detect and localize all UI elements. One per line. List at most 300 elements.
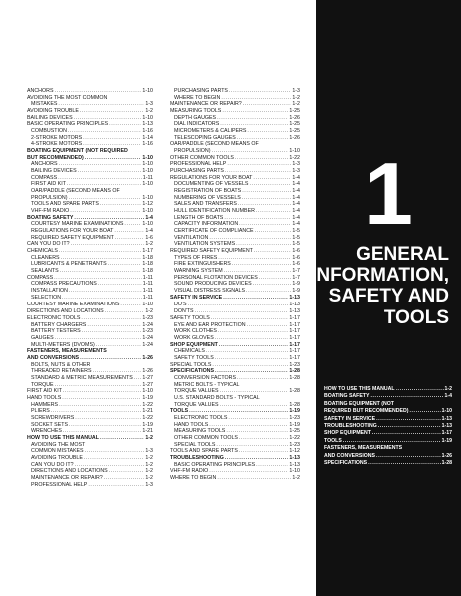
index-entry <box>27 161 153 168</box>
entry-text: DEPTH GAUGES <box>174 114 217 121</box>
dot-leader <box>215 368 288 375</box>
dot-leader <box>243 101 292 108</box>
entry-text: FIRE EXTINGUISHERS <box>174 261 231 268</box>
entry-text: BOATING SAFETY <box>324 393 370 400</box>
index-entry <box>170 395 300 402</box>
dot-leader <box>376 416 440 423</box>
entry-text: COMMON MISTAKES <box>31 448 84 455</box>
index-entry <box>27 408 153 415</box>
entry-page: 1-22 <box>289 434 300 441</box>
entry-text: WORK CLOTHES <box>174 328 217 335</box>
entry-page: 1-25 <box>289 128 300 135</box>
dot-leader <box>189 408 288 415</box>
entry-text: BOATING EQUIPMENT (NOT <box>324 400 394 407</box>
entry-text: BAILING DEVICES <box>27 114 73 121</box>
index-entry <box>170 128 300 135</box>
entry-page: 1-5 <box>292 234 300 241</box>
dot-leader <box>109 121 141 128</box>
entry-page: 1-2 <box>145 434 153 441</box>
entry-page: 1-4 <box>292 174 300 181</box>
dot-leader <box>74 215 144 222</box>
entry-page: 1-2 <box>292 474 300 481</box>
chapter-contents <box>324 386 452 467</box>
index-entry <box>170 328 300 335</box>
index-entry <box>27 108 153 115</box>
dot-leader <box>228 415 288 422</box>
entry-page: 1-10 <box>142 161 153 168</box>
entry-text: TELESCOPING GAUGES <box>174 134 236 141</box>
index-entry <box>27 115 153 122</box>
entry-text: PURCHASING PARTS <box>170 168 224 175</box>
entry-page: 1-26 <box>441 452 452 459</box>
entry-page: 1-10 <box>142 181 153 188</box>
entry-text: STANDARD & METRIC MEASUREMENTS <box>31 374 133 381</box>
index-entry <box>170 88 300 95</box>
index-entry <box>170 281 300 288</box>
index-entry <box>27 208 153 215</box>
dot-leader <box>223 295 288 302</box>
index-entry <box>170 201 300 208</box>
entry-text: OTHER COMMON TOOLS <box>174 434 238 441</box>
entry-page: 1-3 <box>145 101 153 108</box>
index-entry <box>170 95 300 102</box>
dot-leader <box>87 322 141 329</box>
entry-page: 1-4 <box>292 201 300 208</box>
dot-leader <box>124 221 141 228</box>
dot-leader <box>58 175 142 182</box>
entry-text: SEALANTS <box>31 268 59 275</box>
entry-text: TOOLS <box>324 437 342 444</box>
entry-text: FASTENERS, MEASUREMENTS <box>27 348 107 355</box>
index-entry <box>170 382 300 389</box>
dot-leader <box>343 438 441 445</box>
dot-leader <box>206 348 288 355</box>
entry-page: 1-6 <box>145 234 153 241</box>
index-entry <box>27 201 153 208</box>
entry-text: ELECTRONIC TOOLS <box>27 314 81 321</box>
entry-text: BATTERY TESTERS <box>31 328 81 335</box>
dot-leader <box>237 135 289 142</box>
dot-leader <box>246 288 291 295</box>
dot-leader <box>60 268 142 275</box>
entry-page: 1-2 <box>145 474 153 481</box>
contents-entry <box>324 386 452 393</box>
entry-page: 1-19 <box>441 437 452 444</box>
entry-text: CERTIFICATE OF COMPLIANCE <box>174 228 254 235</box>
index-entry <box>170 161 300 168</box>
contents-entry <box>324 393 452 400</box>
entry-text: VHF-FM RADIO <box>31 208 70 215</box>
index-entry <box>27 382 153 389</box>
index-entry <box>170 348 300 355</box>
dot-leader <box>104 475 145 482</box>
entry-text: NUMBERING OF VESSELS <box>174 194 241 201</box>
index-entry <box>170 342 300 349</box>
entry-page: 1-17 <box>142 248 153 255</box>
index-entry <box>27 221 153 228</box>
entry-page: 1-26 <box>289 114 300 121</box>
index-entry <box>170 121 300 128</box>
dot-leader <box>221 95 291 102</box>
entry-text: SAFETY IN SERVICE <box>170 294 223 301</box>
index-entry <box>27 101 153 108</box>
entry-page: 1-13 <box>289 461 300 468</box>
contents-entry <box>324 445 452 452</box>
dot-leader <box>242 188 291 195</box>
entry-text: AND CONVERSIONS <box>27 354 80 361</box>
entry-text: LENGTH OF BOATS <box>174 214 224 221</box>
entry-page: 1-25 <box>289 121 300 128</box>
entry-text: CAN YOU DO IT? <box>27 241 70 248</box>
index-entry <box>170 261 300 268</box>
entry-page: 1-2 <box>145 241 153 248</box>
index-entry <box>27 135 153 142</box>
entry-text: HOW TO USE THIS MANUAL <box>27 434 99 441</box>
entry-page: 1-25 <box>289 428 300 435</box>
index-entry <box>27 422 153 429</box>
dot-leader <box>225 168 291 175</box>
dot-leader <box>239 435 288 442</box>
index-entry <box>27 462 153 469</box>
dot-leader <box>237 375 288 382</box>
entry-text: COURTESY MARINE EXAMINATIONS <box>31 221 124 228</box>
dot-leader <box>54 275 142 282</box>
index-entry <box>170 322 300 329</box>
entry-text: BASIC OPERATING PRINCIPLES <box>174 461 256 468</box>
entry-page: 1-10 <box>142 168 153 175</box>
entry-page: 1-6 <box>292 248 300 255</box>
index-entry <box>170 388 300 395</box>
index-entry <box>27 148 153 155</box>
entry-text: MAINTENANCE OR REPAIR? <box>31 474 103 481</box>
entry-page: 1-10 <box>289 468 300 475</box>
index-entry <box>170 435 300 442</box>
entry-text: HAMMERS <box>31 401 59 408</box>
dot-leader <box>105 308 145 315</box>
dot-leader <box>100 435 144 442</box>
entry-text: PROFESSIONAL HELP <box>31 481 88 488</box>
contents-entry <box>324 423 452 430</box>
entry-page: 1-2 <box>145 461 153 468</box>
dot-leader <box>120 302 141 309</box>
entry-text: PROPULSION) <box>174 148 211 155</box>
dot-leader <box>215 355 289 362</box>
index-entry <box>170 155 300 162</box>
dot-leader <box>249 181 291 188</box>
dot-leader <box>254 248 291 255</box>
entry-text: MICROMETERS & CALIPERS <box>174 128 247 135</box>
dot-leader <box>59 161 142 168</box>
entry-page: 1-3 <box>145 448 153 455</box>
dot-leader <box>58 101 144 108</box>
entry-page: 1-17 <box>289 341 300 348</box>
index-entry <box>27 95 153 102</box>
entry-text: ANCHORS <box>27 88 54 94</box>
entry-page: 1-17 <box>289 321 300 328</box>
entry-text: BUT RECOMMENDED) <box>27 154 84 161</box>
dot-leader <box>222 108 288 115</box>
index-entry <box>27 342 153 349</box>
dot-leader <box>195 308 289 315</box>
entry-text: COMPASS <box>27 274 54 281</box>
dot-leader <box>51 408 142 415</box>
dot-leader <box>235 155 288 162</box>
contents-entry <box>324 460 452 467</box>
entry-page: 1-23 <box>142 314 153 321</box>
entry-page: 1-4 <box>292 181 300 188</box>
index-entry <box>170 428 300 435</box>
entry-text: EYE AND EAR PROTECTION <box>174 321 246 328</box>
index-entry <box>27 241 153 248</box>
index-entry <box>170 148 300 155</box>
chapter-title-line: GENERAL <box>356 244 449 265</box>
dot-leader <box>247 128 288 135</box>
entry-page: 1-25 <box>289 108 300 114</box>
entry-page: 1-18 <box>142 268 153 275</box>
dot-leader <box>212 148 289 155</box>
entry-page: 1-17 <box>441 430 452 437</box>
index-entry <box>170 475 300 482</box>
index-entry <box>27 468 153 475</box>
entry-text: CLEANERS <box>31 254 60 261</box>
dot-leader <box>217 475 291 482</box>
index-entry <box>27 281 153 288</box>
entry-page: 1-4 <box>145 214 153 221</box>
dot-leader <box>211 315 289 322</box>
dot-leader <box>218 255 291 262</box>
entry-text: DO'S <box>174 301 187 308</box>
entry-text: VENTILATION SYSTEMS <box>174 241 236 248</box>
entry-page: 1-3 <box>292 168 300 175</box>
entry-text: REGISTRATION OF BOATS <box>174 188 242 195</box>
dot-leader <box>259 275 292 282</box>
entry-text: TYPES OF FIRES <box>174 254 218 261</box>
entry-page: 1-10 <box>142 208 153 215</box>
entry-text: BOATING SAFETY <box>27 214 74 221</box>
entry-page: 1-24 <box>142 341 153 348</box>
entry-text: REQUIRED SAFETY EQUIPMENT <box>31 234 114 241</box>
entry-page: 1-12 <box>289 448 300 455</box>
chapter-title-line: SAFETY AND <box>328 286 449 307</box>
entry-page: 1-23 <box>142 328 153 335</box>
dot-leader <box>209 235 291 242</box>
entry-page: 1-18 <box>142 261 153 268</box>
entry-page: 1-28 <box>441 459 452 466</box>
entry-text: COURTESY MARINE EXAMINATIONS <box>27 301 120 308</box>
entry-text: OAR/PADDLE (SECOND MEANS OF <box>170 141 259 148</box>
entry-page: 1-24 <box>142 321 153 328</box>
index-entry <box>170 168 300 175</box>
index-entry <box>27 141 153 148</box>
entry-page: 1-13 <box>289 301 300 308</box>
index-entry <box>170 302 300 309</box>
entry-text: PERSONAL FLOTATION DEVICES <box>174 274 258 281</box>
index-entry <box>170 448 300 455</box>
entry-page: 1-27 <box>142 381 153 388</box>
dot-leader <box>85 155 142 162</box>
entry-text: MISTAKES <box>31 101 58 108</box>
dot-leader <box>372 430 441 437</box>
index-entry <box>27 328 153 335</box>
entry-page: 1-2 <box>292 94 300 101</box>
dot-leader <box>236 241 291 248</box>
dot-leader <box>224 215 291 222</box>
dot-leader <box>85 448 145 455</box>
entry-text: AVOIDING THE MOST <box>31 441 86 448</box>
entry-page: 1-19 <box>289 421 300 428</box>
entry-text: BOATING EQUIPMENT (NOT REQUIRED <box>27 148 128 155</box>
index-entry <box>27 395 153 402</box>
index-entry <box>170 141 300 148</box>
contents-entry <box>324 416 452 423</box>
index-entry <box>170 415 300 422</box>
index-entry <box>27 268 153 275</box>
entry-page: 1-19 <box>142 421 153 428</box>
dot-leader <box>378 423 441 430</box>
dot-leader <box>242 195 292 202</box>
entry-page: 1-10 <box>142 301 153 308</box>
index-entry <box>27 128 153 135</box>
dot-leader <box>370 393 443 400</box>
entry-page: 1-13 <box>289 294 300 301</box>
index-entry <box>27 482 153 489</box>
entry-text: VHF-FM RADIO <box>170 468 209 475</box>
entry-page: 1-2 <box>292 101 300 108</box>
entry-page: 1-6 <box>292 261 300 268</box>
index-entry <box>170 335 300 342</box>
index-entry <box>27 88 153 95</box>
dot-leader <box>62 395 141 402</box>
dot-leader <box>212 362 288 369</box>
entry-text: SPECIAL TOOLS <box>170 361 212 368</box>
entry-text: DON'TS <box>174 308 194 315</box>
index-entry <box>27 168 153 175</box>
entry-text: COMPASS PRECAUTIONS <box>31 281 97 288</box>
entry-text: SOCKET SETS <box>31 421 68 428</box>
entry-page: 1-2 <box>444 386 452 392</box>
index-entry <box>170 228 300 235</box>
entry-page: 1-13 <box>142 121 153 128</box>
index-entry <box>27 175 153 182</box>
dot-leader <box>62 295 142 302</box>
entry-page: 1-10 <box>289 148 300 155</box>
entry-page: 1-11 <box>142 274 153 281</box>
entry-page: 1-17 <box>289 328 300 335</box>
entry-text: REQUIRED BUT RECOMMENDED) <box>324 408 409 415</box>
dot-leader <box>220 402 289 409</box>
index-entry <box>170 101 300 108</box>
entry-text: PROPULSION) <box>31 194 68 201</box>
dot-leader <box>253 281 292 288</box>
index-entry <box>170 175 300 182</box>
entry-page: 1-17 <box>289 334 300 341</box>
entry-text: MULTI-METERS (DVOMS) <box>31 341 95 348</box>
entry-text: HULL IDENTIFICATION NUMBER <box>174 208 255 215</box>
dot-leader <box>209 468 288 475</box>
entry-page: 1-10 <box>142 88 153 94</box>
entry-text: HOW TO USE THIS MANUAL <box>324 386 395 392</box>
entry-page: 1-10 <box>142 114 153 121</box>
entry-page: 1-3 <box>292 161 300 168</box>
entry-text: DIRECTIONS AND LOCATIONS <box>27 308 104 315</box>
dot-leader <box>256 208 291 215</box>
entry-page: 1-13 <box>441 415 452 422</box>
entry-page: 1-13 <box>289 308 300 315</box>
index-entry <box>27 188 153 195</box>
entry-text: COMBUSTION <box>31 128 67 135</box>
dot-leader <box>239 448 288 455</box>
index-entry <box>170 241 300 248</box>
index-entry <box>27 348 153 355</box>
dot-leader <box>55 382 142 389</box>
entry-page: 1-23 <box>289 441 300 448</box>
entry-text: REGULATIONS FOR YOUR BOAT <box>31 228 114 235</box>
dot-leader <box>80 108 144 115</box>
entry-page: 1-17 <box>289 314 300 321</box>
contents-entry <box>324 401 452 408</box>
dot-leader <box>78 168 142 175</box>
entry-page: 1-11 <box>142 174 153 181</box>
dot-leader <box>63 388 141 395</box>
index-entry <box>170 288 300 295</box>
entry-page: 1-11 <box>142 281 153 288</box>
entry-page: 1-18 <box>142 254 153 261</box>
entry-page: 1-7 <box>292 268 300 275</box>
entry-page: 1-22 <box>289 154 300 161</box>
index-entry <box>27 155 153 162</box>
entry-page: 1-4 <box>292 194 300 201</box>
entry-page: 1-26 <box>289 134 300 141</box>
dot-leader <box>69 195 142 202</box>
entry-page: 1-22 <box>142 401 153 408</box>
entry-page: 1-2 <box>145 454 153 461</box>
entry-page: 1-13 <box>289 454 300 461</box>
entry-text: SAFETY TOOLS <box>170 314 210 321</box>
dot-leader <box>55 335 142 342</box>
index-entry <box>170 275 300 282</box>
entry-text: TORQUE <box>31 381 54 388</box>
index-entry <box>27 302 153 309</box>
entry-text: SCREWDRIVERS <box>31 414 75 421</box>
dot-leader <box>409 408 440 415</box>
entry-text: METRIC BOLTS - TYPICAL <box>174 381 240 388</box>
dot-leader <box>220 121 288 128</box>
dot-leader <box>84 455 144 462</box>
index-entry <box>27 315 153 322</box>
entry-page: 1-28 <box>289 368 300 375</box>
entry-page: 1-16 <box>142 141 153 148</box>
index-entry <box>170 248 300 255</box>
entry-page: 1-21 <box>142 428 153 435</box>
entry-text: AVOIDING TROUBLE <box>31 454 83 461</box>
entry-text: FASTENERS, MEASUREMENTS <box>324 445 403 452</box>
entry-text: REQUIRED SAFETY EQUIPMENT <box>170 248 253 255</box>
entry-text: FIRST AID KIT <box>31 181 66 188</box>
entry-page: 1-2 <box>145 468 153 475</box>
index-entry <box>27 215 153 222</box>
index-entry <box>170 215 300 222</box>
entry-text: BOLTS, NUTS & OTHER <box>31 361 91 368</box>
contents-entry <box>324 453 452 460</box>
chapter-title <box>311 244 449 328</box>
entry-text: WRENCHES <box>31 428 62 435</box>
index-entry <box>170 402 300 409</box>
entry-text: TOOLS AND SPARE PARTS <box>170 448 238 455</box>
index-entry <box>170 195 300 202</box>
index-entry <box>27 435 153 442</box>
entry-text: CAPACITY INFORMATION <box>174 221 239 228</box>
index-entry <box>27 288 153 295</box>
